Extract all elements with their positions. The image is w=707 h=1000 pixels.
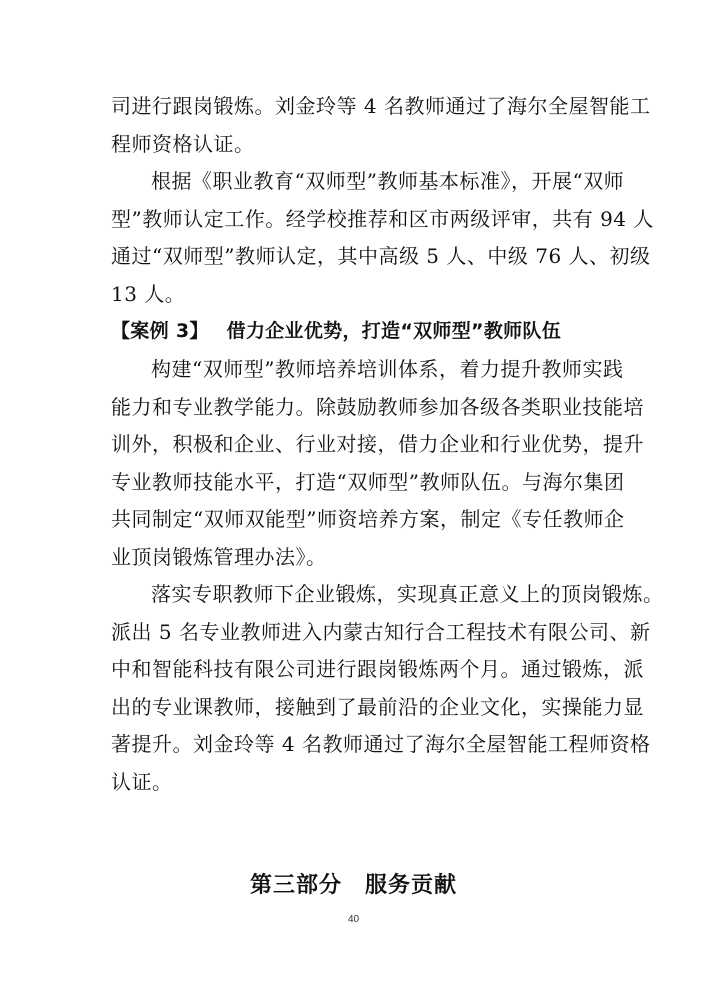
text-line: 著提升。刘金玲等 4 名教师通过了海尔全屋智能工程师资格: [111, 732, 651, 756]
section-title: 第三部分 服务贡献: [249, 873, 457, 898]
text-line: 能力和专业教学能力。除鼓励教师参加各级各类职业技能培: [111, 394, 644, 419]
text-line: 程师资格认证。: [111, 131, 255, 156]
text-line: 中和智能科技有限公司进行跟岗锻炼两个月。通过锻炼，派: [111, 657, 644, 681]
paragraph-block-1: [111, 88, 654, 313]
text-line: 型”教师认定工作。经学校推荐和区市两级评审，共有 94 人: [111, 206, 654, 231]
text-line: 共同制定“双师双能型”师资培养方案，制定《专任教师企: [111, 507, 625, 531]
text-line: 通过“双师型”教师认定，其中高级 5 人、中级 76 人、初级: [111, 244, 651, 268]
text-line: 构建“双师型”教师培养培训体系，着力提升教师实践: [151, 357, 624, 381]
text-line: 落实专职教师下企业锻炼，实现真正意义上的顶岗锻炼。: [151, 582, 664, 606]
text-line: 业顶岗锻炼管理办法》。: [111, 544, 327, 569]
case-tag: 【案例 3】: [111, 320, 209, 342]
case-title: 借力企业优势，打造“双师型”教师队伍: [226, 320, 562, 342]
text-line: 出的专业课教师，接触到了最前沿的企业文化，实操能力显: [111, 694, 644, 719]
text-line: 专业教师技能水平，打造“双师型”教师队伍。与海尔集团: [111, 469, 625, 494]
text-line: 司进行跟岗锻炼。刘金玲等 4 名教师通过了海尔全屋智能工: [111, 94, 651, 118]
paragraph-block-2: [111, 351, 664, 801]
case-heading: [111, 313, 611, 351]
text-line: 派出 5 名专业教师进入内蒙古知行合工程技术有限公司、新: [111, 619, 651, 644]
page-number: 40: [347, 914, 360, 925]
text-line: 根据《职业教育“双师型”教师基本标准》，开展“双师: [151, 169, 625, 193]
text-line: 训外，积极和企业、行业对接，借力企业和行业优势，提升: [111, 432, 644, 456]
text-line: 13 人。: [111, 281, 186, 306]
text-line: 认证。: [111, 769, 173, 794]
